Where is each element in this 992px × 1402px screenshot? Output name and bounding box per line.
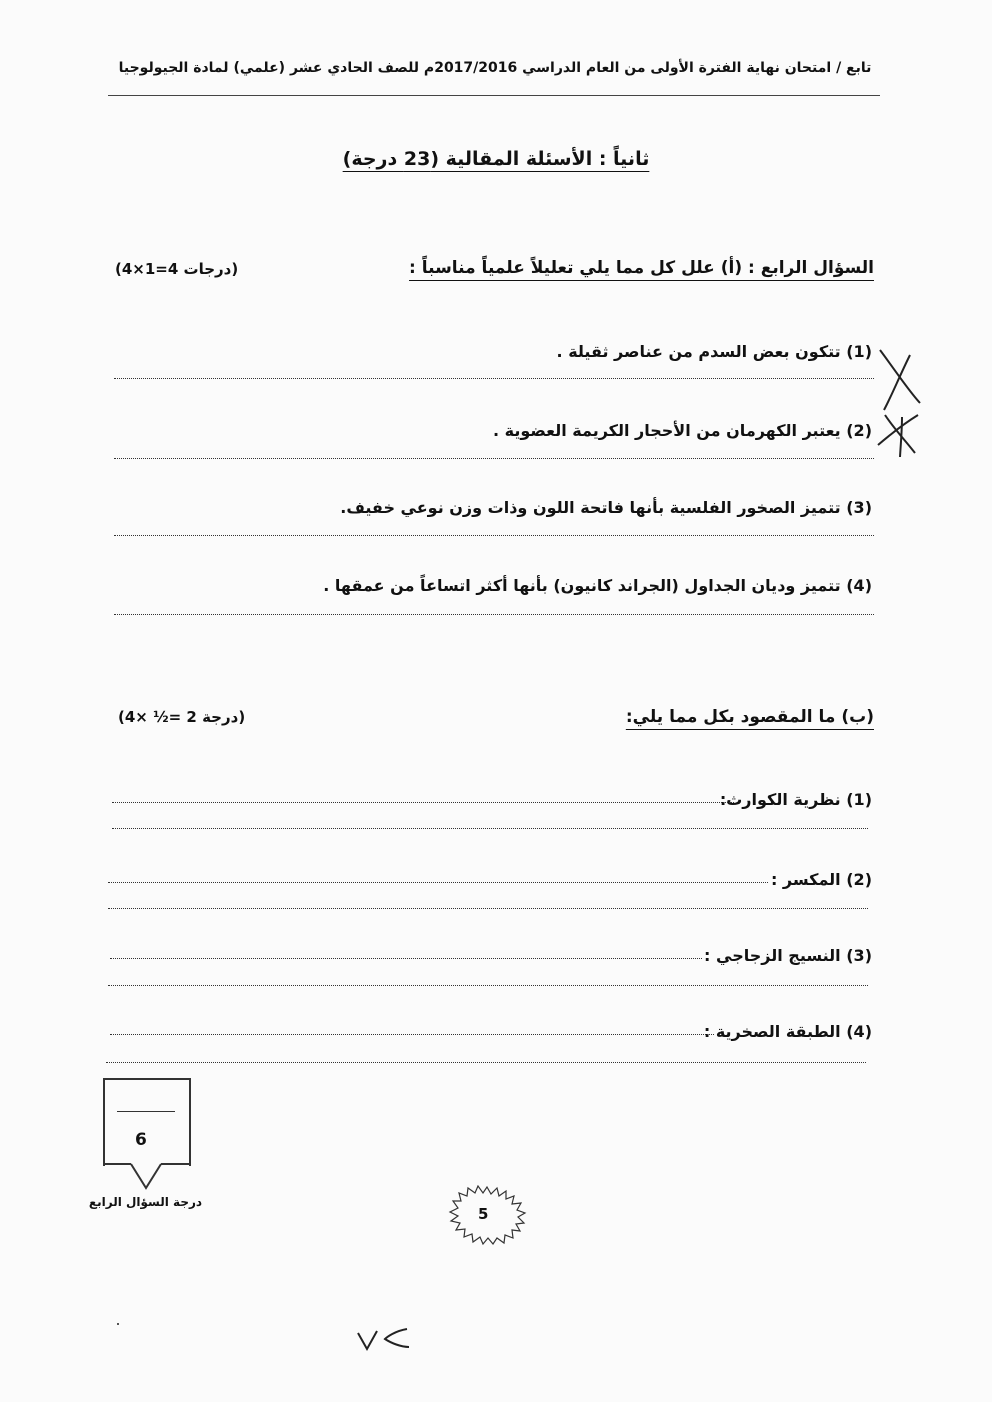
answer-line[interactable] bbox=[114, 614, 874, 615]
section-title: ثانياً : الأسئلة المقالية (23 درجة) bbox=[342, 148, 650, 170]
score-caption: درجة السؤال الرابع bbox=[88, 1195, 203, 1209]
q4b-item-4: (4) الطبقة الصخرية : bbox=[703, 1022, 872, 1041]
q4a-item-2: (2) يعتبر الكهرمان من الأحجار الكريمة العضوية . bbox=[493, 421, 872, 440]
q4a-item-1: (1) تتكون بعض السدم من عناصر ثقيلة . bbox=[556, 342, 872, 361]
score-divider bbox=[117, 1111, 175, 1112]
answer-line[interactable] bbox=[114, 535, 874, 536]
answer-line[interactable] bbox=[106, 1062, 866, 1063]
score-box-arrow bbox=[101, 1162, 191, 1192]
grading-x-marks bbox=[870, 345, 930, 460]
q4b-item-1: (1) نظرية الكوارث: bbox=[719, 790, 872, 809]
answer-line[interactable] bbox=[112, 802, 734, 803]
answer-line[interactable] bbox=[114, 378, 874, 379]
answer-line[interactable] bbox=[110, 958, 702, 959]
q4a-marks: (4×1=4 درجات) bbox=[115, 260, 239, 278]
score-box bbox=[103, 1078, 191, 1166]
q4a-heading: السؤال الرابع : (أ) علل كل مما يلي تعليلاً علمياً مناسباً : bbox=[409, 258, 874, 278]
q4a-item-3: (3) تتميز الصخور الفلسية بأنها فاتحة اللون وذات وزن نوعي خفيف. bbox=[340, 498, 872, 517]
score-value: 6 bbox=[135, 1130, 147, 1150]
header-rule bbox=[108, 95, 880, 96]
handwritten-note bbox=[355, 1325, 415, 1355]
q4b-heading: (ب) ما المقصود بكل مما يلي: bbox=[625, 707, 874, 727]
answer-line[interactable] bbox=[110, 1034, 714, 1035]
stray-mark bbox=[117, 1323, 119, 1325]
q4b-item-2: (2) المكسر : bbox=[770, 870, 872, 889]
answer-line[interactable] bbox=[114, 458, 874, 459]
page-header: تابع / امتحان نهاية الفترة الأولى من العام الدراسي 2017/2016م للصف الحادي عشر (علمي) لمادة الجيولوجيا bbox=[118, 60, 872, 76]
answer-line[interactable] bbox=[108, 985, 868, 986]
answer-line[interactable] bbox=[112, 828, 868, 829]
q4b-marks: (4× ½= 2 درجة) bbox=[118, 708, 246, 726]
page-number: 5 bbox=[478, 1205, 489, 1223]
q4a-item-4: (4) تتميز وديان الجداول (الجراند كانيون) بأنها أكثر اتساعاً من عمقها . bbox=[323, 576, 872, 595]
q4b-item-3: (3) النسيج الزجاجي : bbox=[704, 946, 872, 965]
answer-line[interactable] bbox=[108, 908, 868, 909]
answer-line[interactable] bbox=[108, 882, 768, 883]
